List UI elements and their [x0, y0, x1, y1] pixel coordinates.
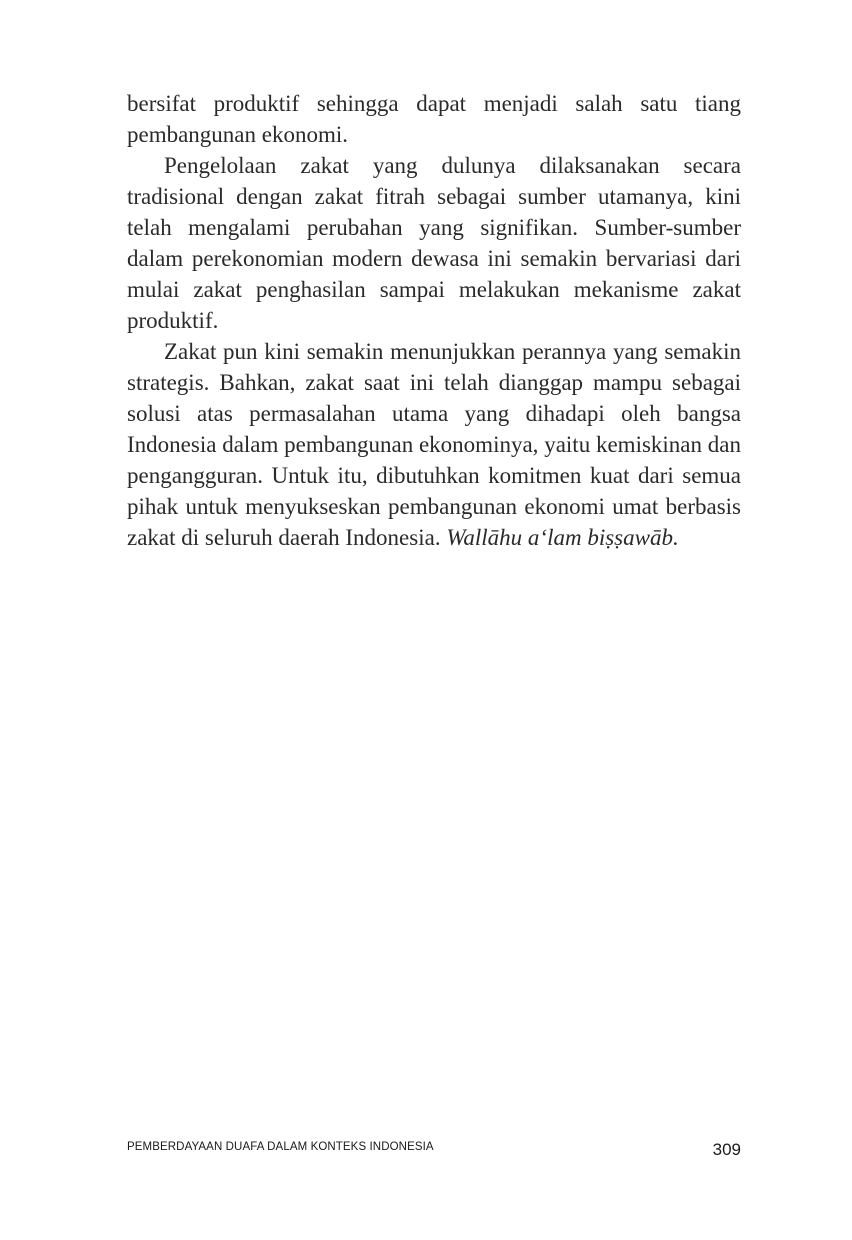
paragraph-zakat-role [127, 336, 741, 553]
paragraph-continuation: bersifat produktif sehingga dapat menjadi salah satu tiang pembangunan ekonomi. [127, 91, 741, 147]
paragraph-zakat-management: Pengelolaan zakat yang dulunya dilaksanakan secara tradisional dengan zakat fitrah sebagai sumber utamanya, kini telah mengalami perubahan yang signifikan. Sumber-sumber dalam perekonomian modern dewasa ini semakin bervariasi dari mulai zakat penghasilan sampai melakukan mekanisme zakat produktif. [127, 153, 741, 333]
footer-book-title: PEMBERDAYAAN DUAFA DALAM KONTEKS INDONESIA [127, 1141, 434, 1153]
body-text [127, 88, 741, 553]
closing-phrase: Wallāhu a‘lam biṣṣawāb. [446, 525, 679, 550]
page-number: 309 [712, 1140, 741, 1159]
paragraph-zakat-role-text: Zakat pun kini semakin menunjukkan perannya yang semakin strategis. Bahkan, zakat saat ini telah dianggap mampu sebagai solusi atas permasalahan utama yang dihadapi oleh bangsa Indonesia dalam pembangunan ekonominya, yaitu kemiskinan dan pengangguran. Untuk itu, dibutuhkan komitmen kuat dari semua pihak untuk menyukseskan pembangunan ekonomi umat berbasis zakat di seluruh daerah Indonesia. [127, 339, 741, 550]
